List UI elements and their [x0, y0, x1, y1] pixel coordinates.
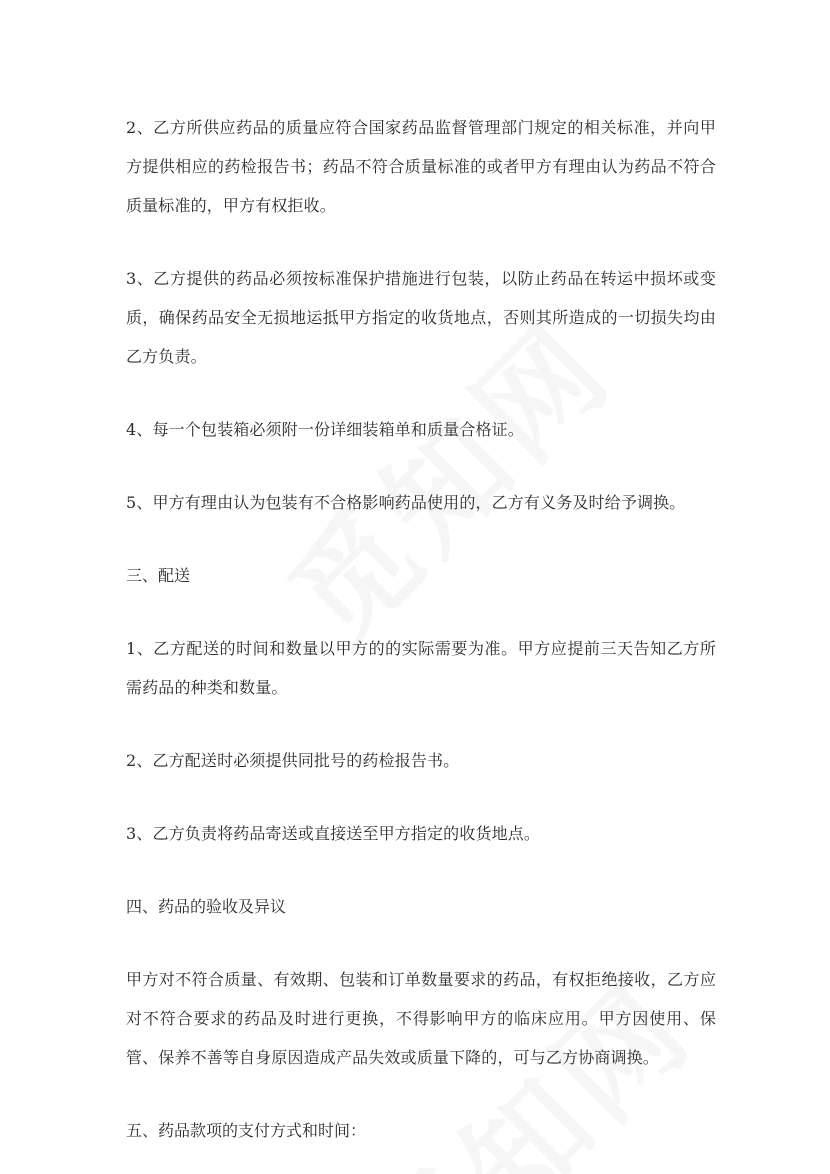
clause-2-quality-standards: 2、乙方所供应药品的质量应符合国家药品监督管理部门规定的相关标准，并向甲方提供相应的药检报告书；药品不符合质量标准的或者甲方有理由认为药品不符合质量标准的，甲方有权拒收。 [126, 118, 716, 215]
delivery-clause-3-destination: 3、乙方负责将药品寄送或直接送至甲方指定的收货地点。 [126, 824, 541, 843]
document-body [126, 108, 716, 1174]
delivery-clause-1-timing: 1、乙方配送的时间和数量以甲方的的实际需要为准。甲方应提前三天告知乙方所需药品的种类和数量。 [126, 639, 716, 697]
acceptance-clause: 甲方对不符合质量、有效期、包装和订单数量要求的药品，有权拒绝接收，乙方应对不符合要求的药品及时进行更换，不得影响甲方的临床应用。甲方因使用、保管、保养不善等自身原因造成产品失效或质量下降的，可与乙方协商调换。 [126, 970, 716, 1067]
clause-3-packaging: 3、乙方提供的药品必须按标准保护措施进行包装，以防止药品在转运中损坏或变质，确保药品安全无损地运抵甲方指定的收货地点，否则其所造成的一切损失均由乙方负责。 [126, 269, 716, 366]
section-heading-payment: 五、药品款项的支付方式和时间： [126, 1121, 367, 1140]
section-heading-delivery: 三、配送 [126, 566, 191, 585]
section-heading-acceptance: 四、药品的验收及异议 [126, 897, 287, 916]
clause-4-packing-list: 4、每一个包装箱必须附一份详细装箱单和质量合格证。 [126, 420, 524, 439]
delivery-clause-2-inspection-report: 2、乙方配送时必须提供同批号的药检报告书。 [126, 751, 460, 770]
clause-5-packaging-exchange: 5、甲方有理由认为包装有不合格影响药品使用的，乙方有义务及时给予调换。 [126, 493, 686, 512]
